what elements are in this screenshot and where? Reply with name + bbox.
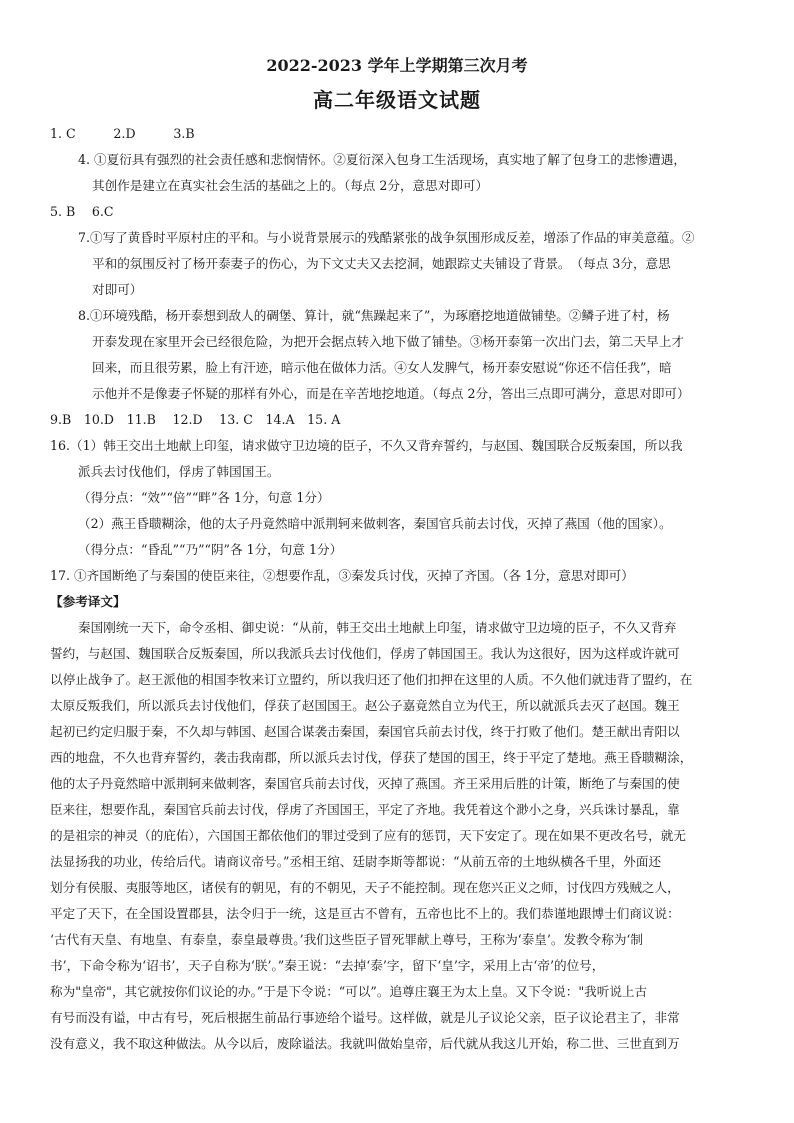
exam-subtitle: 高二年级语文试题: [313, 88, 481, 112]
answer-line: 17. ①齐国断绝了与秦国的使臣来往，②想要作乱，③秦发兵讨伐，灭掉了齐国。（各 1分，意思对即可）: [50, 568, 634, 583]
translation-line: 法显扬我的功业，传给后代。请商议帝号。”丞相王绾、廷尉李斯等都说：“从前五帝的土地纵横各千里，外面还: [50, 854, 662, 869]
translation-line: 平定了天下，在全国设置郡县，法令归于一统，这是亘古不曾有，五帝也比不上的。我们恭谨地跟博士们商议说：: [50, 906, 680, 921]
answer-line: 示他并不是像妻子怀疑的那样有外心，而是在辛苦地挖地道。（每点 2分，答出三点即可满分，意思对即可）: [92, 386, 690, 401]
translation-line: 的是祖宗的神灵（的庇佑），六国国王都依他们的罪过受到了应有的惩罚，天下安定了。现在如果不更改名号，就无: [50, 828, 686, 843]
exam-title: 2022-2023 学年上学期第三次月考: [266, 56, 528, 75]
answer-line: （2）燕王昏聩糊涂，他的太子丹竟然暗中派荆轲来做刺客，秦国官兵前去讨伐，灭掉了燕国（他的国家）。: [78, 516, 672, 531]
translation-line: 称为"皇帝"，其它就按你们议论的办。”于是下令说：“可以”。追尊庄襄王为太上皇。又下令说："我听说上古: [50, 984, 648, 999]
translation-line: 他的太子丹竟然暗中派荆轲来做刺客，秦国官兵前去讨伐，灭掉了燕国。齐王采用后胜的计策，断绝了与秦国的使: [50, 776, 680, 791]
translation-line: 起初已约定归服于秦，不久却与韩国、赵国合谋袭击秦国，秦国官兵前去讨伐，终于打败了他们。楚王献出青阳以: [50, 724, 680, 739]
translation-line: 以停止战争了。赵王派他的相国李牧来订立盟约，所以我归还了他们扣押在这里的人质。不久他们就违背了盟约，在: [50, 672, 693, 687]
translation-line: ‘古代有天皇、有地皇、有泰皇，泰皇最尊贵。’我们这些臣子冒死罪献上尊号，王称为‘泰皇’。发教令称为‘制: [50, 932, 644, 947]
answer-line: 8.①环境残酷，杨开泰想到敌人的碉堡、算计，就“焦躁起来了”，为琢磨挖地道做铺垫。②鳞子进了村，杨: [78, 308, 670, 323]
answer-line: 回来，而且很劳累，脸上有汗迹，暗示他在做体力活。④女人发脾气，杨开泰安慰说“你还不信任我”，暗: [92, 360, 672, 375]
translation-line: 秦国刚统一天下，命令丞相、御史说：“从前，韩王交出土地献上印玺，请求做守卫边境的臣子，不久又背弃: [78, 620, 677, 635]
answer-line: 对即可）: [92, 282, 143, 297]
answer-line: 其创作是建立在真实社会生活的基础之上的。（每点 2分，意思对即可）: [92, 178, 489, 193]
translation-line: 西的地盘，不久也背弃誓约，袭击我南郡，所以派兵去讨伐，俘获了楚国的国王，终于平定了楚地。燕王昏聩糊涂，: [50, 750, 693, 765]
answer-line: 9.B 10.D 11.B 12.D 13. C 14.A 15. A: [50, 412, 341, 427]
translation-line: 划分有侯服、夷服等地区，诸侯有的朝见，有的不朝见，天子不能控制。现在您兴正义之师，讨伐四方残贼之人，: [50, 880, 680, 895]
answer-line: 派兵去讨伐他们，俘虏了韩国国王。: [78, 464, 280, 479]
answer-line: 5. B 6.C: [50, 204, 114, 219]
translation-line: 誓约，与赵国、魏国联合反叛秦国，所以我派兵去讨伐他们，俘虏了韩国国王。我认为这很好，因为这样或许就可: [50, 646, 680, 661]
answer-line: 平和的氛围反衬了杨开泰妻子的伤心，为下文丈夫又去挖洞，她跟踪丈夫铺设了背景。 （每点 3分，意思: [92, 256, 671, 271]
answer-line: 4. ①夏衍具有强烈的社会责任感和悲悯情怀。②夏衍深入包身工生活现场，真实地了解了包身工的悲惨遭遇，: [78, 152, 686, 167]
translation-line: 有号而没有谥，中古有号，死后根据生前品行事迹给个谥号。这样做，就是儿子议论父亲，臣子议论君主了，非常: [50, 1010, 680, 1025]
answer-line: 16.（1）韩王交出土地献上印玺，请求做守卫边境的臣子，不久又背弃誓约，与赵国、魏国联合反叛秦国，所以我: [50, 438, 683, 453]
answer-line: 开泰发现在家里开会已经很危险，为把开会据点转入地下做了铺垫。③杨开泰第一次出门去，第二天早上才: [92, 334, 684, 349]
translation-line: 太原反叛我们，所以派兵去讨伐他们，俘获了赵国国王。赵公子嘉竟然自立为代王，所以就派兵去灭了赵国。魏王: [50, 698, 680, 713]
section-heading: 【参考译文】: [50, 594, 126, 609]
answer-line: （得分点：“昏乱”“乃”“阴”各 1分，句意 1分）: [78, 542, 343, 557]
answer-line: （得分点：“效”“倍”“畔”各 1分，句意 1分）: [78, 490, 330, 505]
translation-line: 没有意义，我不取这种做法。从今以后，废除谥法。我就叫做始皇帝，后代就从我这儿开始，称二世、三世直到万: [50, 1036, 680, 1051]
answer-line: 1. C 2.D 3.B: [50, 126, 195, 141]
translation-line: 臣来往，想要作乱，秦国官兵前去讨伐，俘虏了齐国国王，平定了齐地。我凭着这个渺小之身，兴兵诛讨暴乱，靠: [50, 802, 680, 817]
answer-line: 7.①写了黄昏时平原村庄的平和。与小说背景展示的残酷紧张的战争氛围形成反差，增添了作品的审美意蕴。②: [78, 230, 695, 245]
translation-line: 书’，下命令称为‘诏书’，天子自称为‘朕’。”秦王说：“去掉‘泰’字，留下‘皇’字，采用上古‘帝’的位号，: [50, 958, 605, 973]
